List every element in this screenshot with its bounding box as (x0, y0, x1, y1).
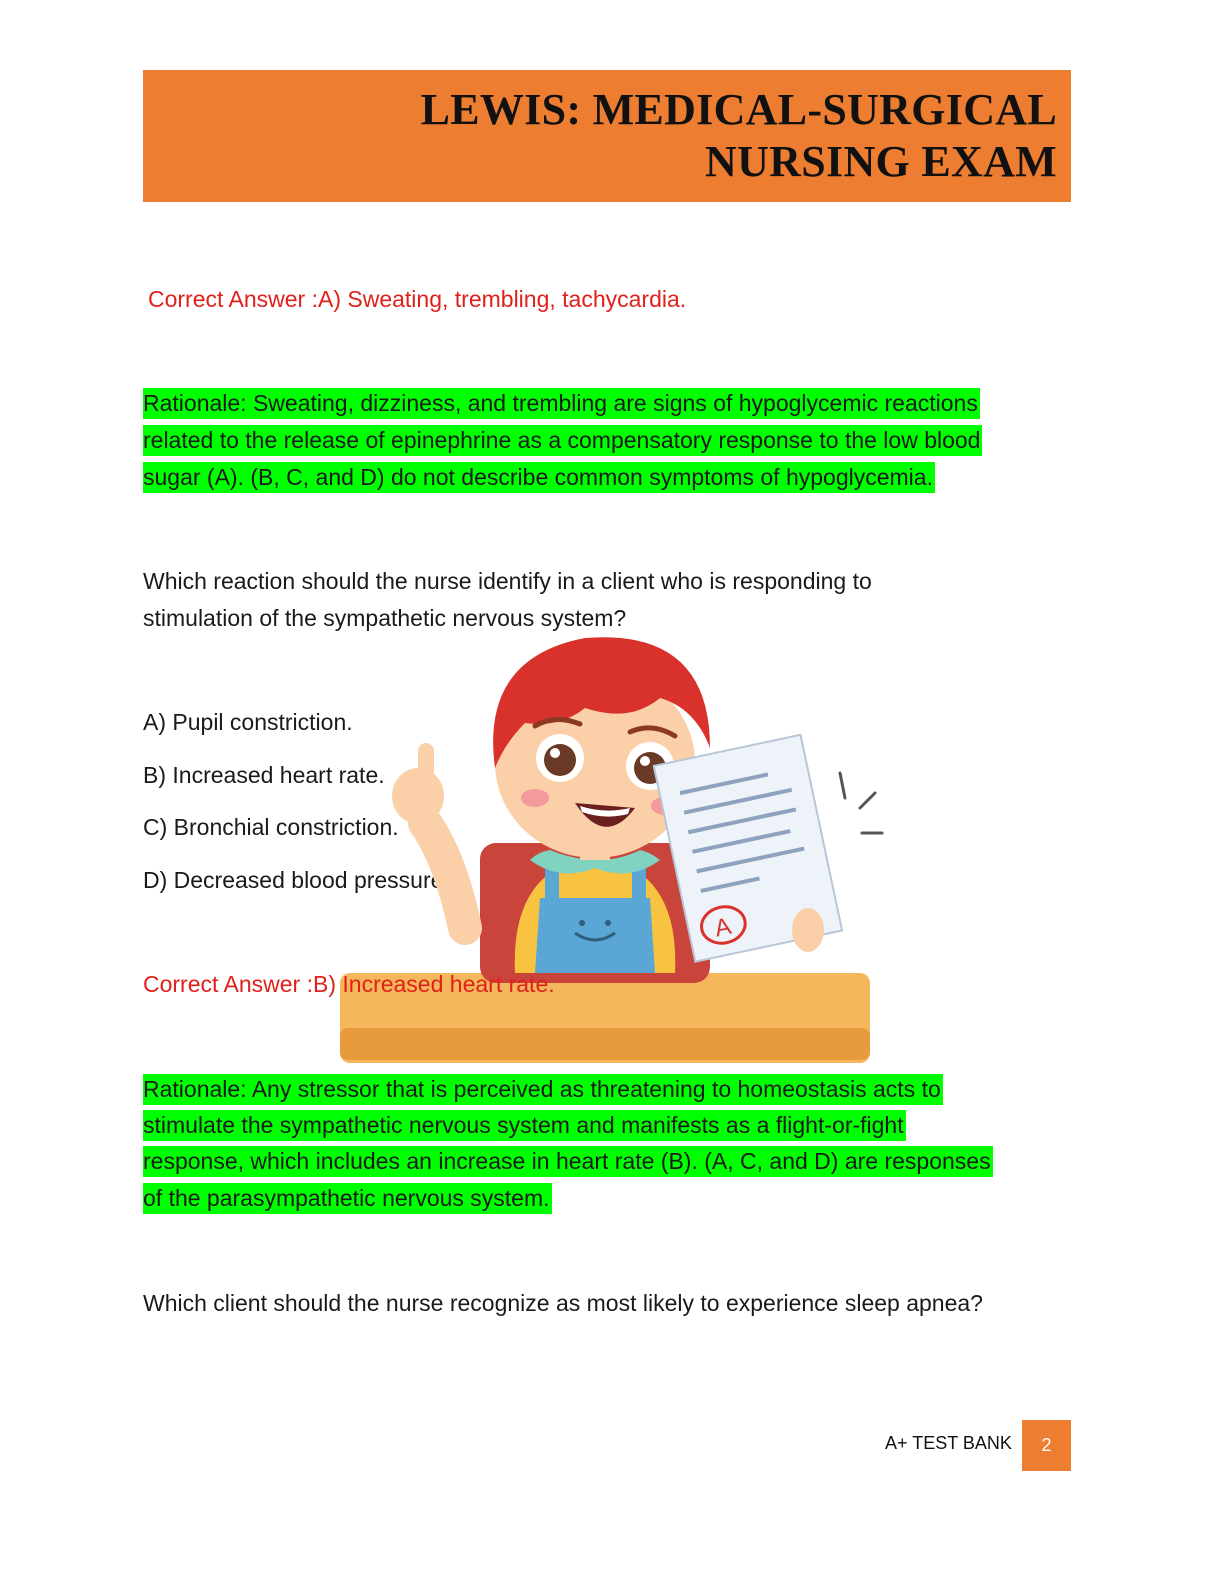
q2-option-b: B) Increased heart rate. (143, 762, 385, 788)
footer-label: A+ TEST BANK (885, 1433, 1012, 1453)
q2-option-d: D) Decreased blood pressure. – (143, 867, 469, 893)
q3-question: Which client should the nurse recognize as most likely to experience sleep apnea? (143, 1290, 983, 1316)
q2-question-line-2: stimulation of the sympathetic nervous system? (143, 605, 627, 631)
page-number: 2 (1022, 1420, 1071, 1471)
q2-rationale-line-4: of the parasympathetic nervous system. (143, 1180, 552, 1217)
thumb (418, 743, 434, 788)
q2-rationale-line-2: stimulate the sympathetic nervous system and manifests as a flight-or-fight (143, 1107, 906, 1144)
header-title-line2: NURSING EXAM (705, 137, 1057, 186)
q1-rationale-line-2: related to the release of epinephrine as a compensatory response to the low blood (143, 422, 982, 459)
q1-correct-answer: Correct Answer :A) Sweating, trembling, tachycardia. (148, 286, 687, 312)
header-banner (143, 70, 1071, 202)
q2-correct-answer: Correct Answer :B) Increased heart rate. (143, 971, 555, 997)
desk-edge (340, 1028, 870, 1060)
arm (425, 823, 465, 928)
q2-option-c: C) Bronchial constriction. (143, 814, 399, 840)
q1-rationale-line-3: sugar (A). (B, C, and D) do not describe common symptoms of hypoglycemia. (143, 459, 935, 496)
grade-mark: A (712, 912, 734, 943)
q2-option-a: A) Pupil constriction. (143, 709, 353, 735)
q2-question-line-1: Which reaction should the nurse identify in a client who is responding to (143, 568, 872, 594)
q1-rationale-line-1: Rationale: Sweating, dizziness, and trembling are signs of hypoglycemic reactions (143, 385, 980, 422)
header-title-line1: LEWIS: MEDICAL-SURGICAL (420, 85, 1057, 134)
q2-rationale-line-3: response, which includes an increase in heart rate (B). (A, C, and D) are responses (143, 1143, 993, 1180)
overalls (535, 898, 655, 973)
q2-rationale-line-1: Rationale: Any stressor that is perceived as threatening to homeostasis acts to (143, 1071, 943, 1108)
